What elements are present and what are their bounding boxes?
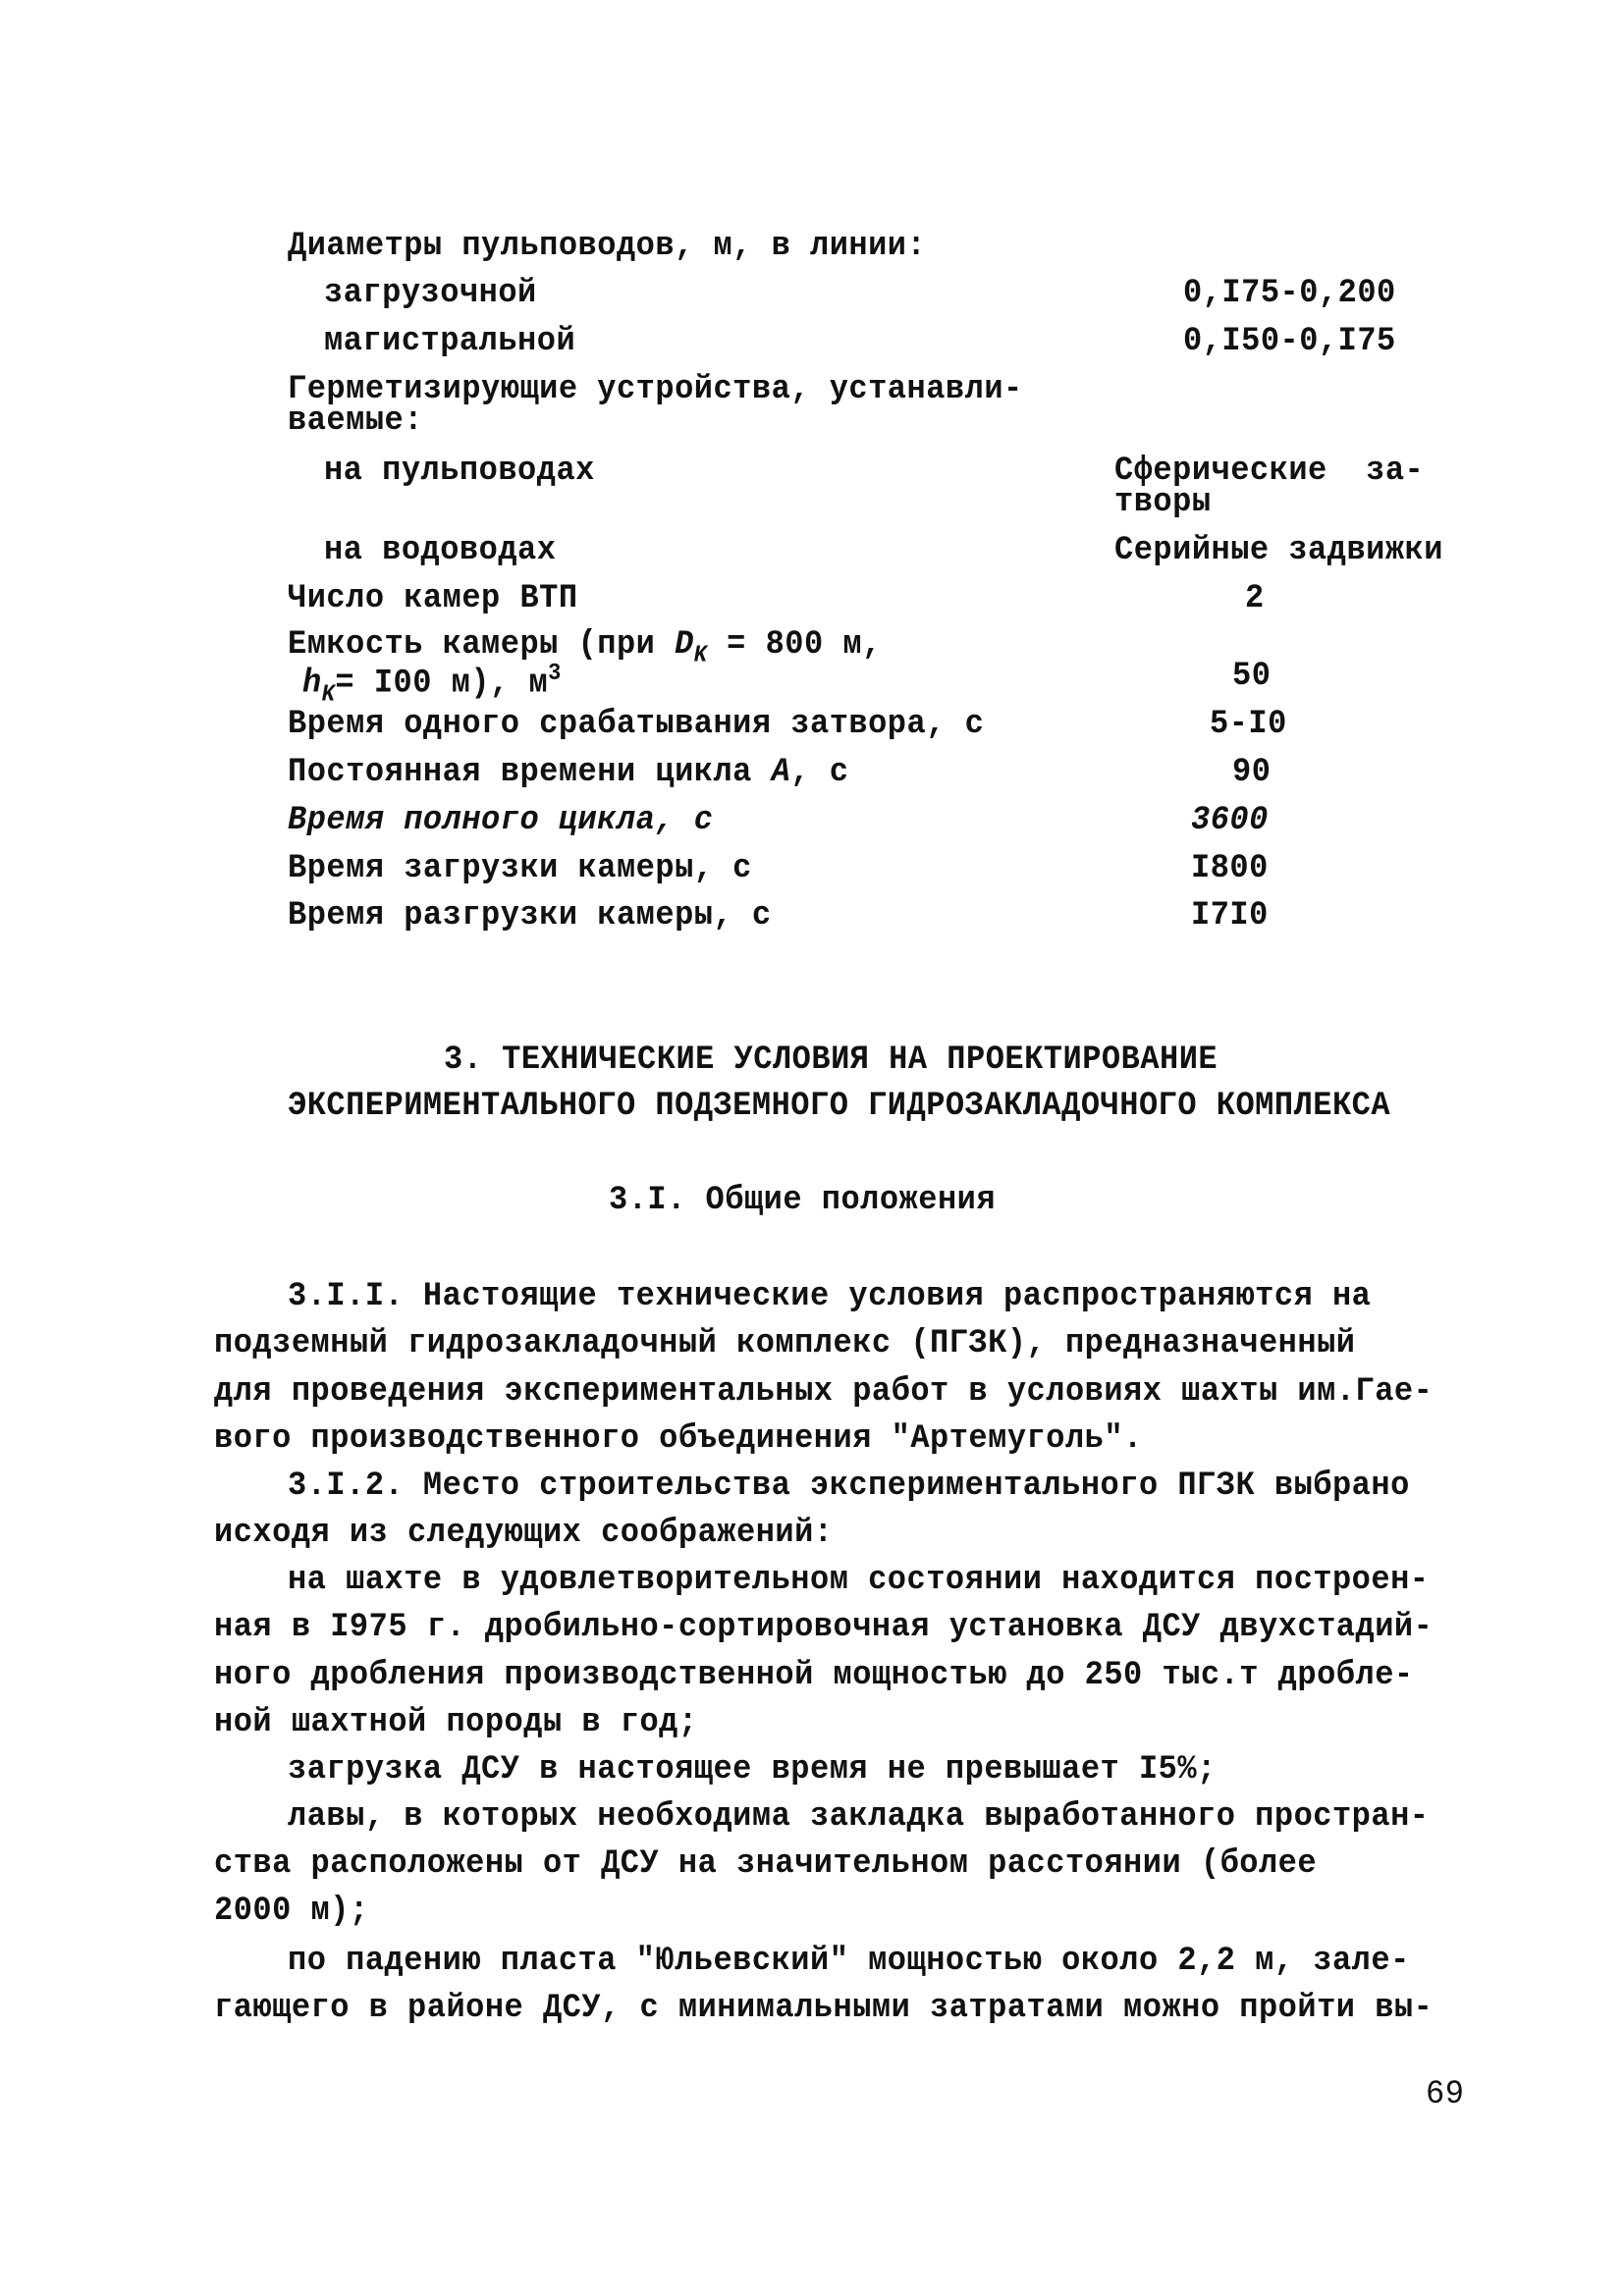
full-cycle-value: 3600 [1191,799,1269,839]
body-line: вого производственного объединения "Артемуголь". [214,1417,1143,1458]
section-title-1: 3. ТЕХНИЧЕСКИЕ УСЛОВИЯ НА ПРОЕКТИРОВАНИЕ [444,1039,1218,1079]
main-value: 0,I50-0,I75 [1183,320,1396,360]
capacity-text-2: = I00 м), м [335,663,549,703]
pulp-value-2: творы [1114,481,1212,521]
water-label: на водоводах [324,529,557,569]
gate-label: Время одного срабатывания затвора, с [288,703,985,743]
section-subtitle: 3.I. Общие положения [609,1179,997,1219]
body-line: для проведения экспериментальных работ в условиях шахты им.Гае- [214,1370,1434,1411]
body-line: загрузка ДСУ в настоящее время не превышает I5%; [288,1748,1217,1789]
constant-a: A [771,751,791,791]
body-line: по падению пласта "Юльевский" мощностью около 2,2 м, зале- [288,1940,1410,1980]
water-value: Серийные задвижки [1114,529,1443,569]
capacity-sup: 3 [548,660,562,687]
section-title-2: ЭКСПЕРИМЕНТАЛЬНОГО ПОДЗЕМНОГО ГИДРОЗАКЛАДОЧНОГО КОМПЛЕКСА [288,1085,1391,1125]
pulp-value-1: Сферические за- [1114,450,1425,490]
loading-value: 0,I75-0,200 [1183,272,1396,312]
main-label: магистральной [324,320,576,360]
capacity-k: K [693,642,708,669]
body-line: лавы, в которых необходима закладка выработанного простран- [288,1795,1430,1836]
constant-text-b: , с [790,751,849,791]
body-line: ства расположены от ДСУ на значительном расстоянии (более [214,1842,1318,1883]
body-line: 3.I.2. Место строительства экспериментального ПГЗК выбрано [288,1465,1410,1505]
sealing-heading-2: ваемые: [288,400,423,440]
pulp-label: на пульповодах [324,450,595,490]
body-line: исходя из следующих соображений: [214,1512,834,1552]
capacity-text-b: = 800 м, [707,623,882,664]
diameters-heading: Диаметры пульповодов, м, в линии: [288,225,927,265]
gate-value: 5-I0 [1210,703,1287,743]
body-line: ная в I975 г. дробильно-сортировочная установка ДСУ двухстадий- [214,1606,1434,1646]
body-line: 2000 м); [214,1890,369,1930]
constant-text: Постоянная времени цикла [288,751,772,791]
capacity-value: 50 [1232,655,1272,695]
unload-time-label: Время разгрузки камеры, с [288,894,772,934]
chambers-label: Число камер ВТП [288,577,578,617]
capacity-h: h [302,663,322,703]
capacity-text: Емкость камеры (при [288,623,676,664]
unload-time-value: I7I0 [1191,894,1269,934]
body-line: ного дробления производственной мощностью до 250 тыс.т дробле- [214,1654,1414,1694]
capacity-k2: K [321,680,336,708]
load-time-label: Время загрузки камеры, с [288,847,752,887]
body-line: ной шахтной породы в год; [214,1701,698,1741]
constant-label [288,751,849,791]
page-number: 69 [1426,2073,1465,2113]
full-cycle-label: Время полного цикла, с [288,799,714,839]
body-line: 3.I.I. Настоящие технические условия распространяются на [288,1275,1372,1315]
loading-label: загрузочной [324,272,537,312]
body-line: подземный гидрозакладочный комплекс (ПГЗК), предназначенный [214,1322,1356,1362]
body-line: на шахте в удовлетворительном состоянии находится построен- [288,1559,1430,1599]
load-time-value: I800 [1191,847,1269,887]
capacity-d: D [675,623,694,664]
constant-value: 90 [1232,751,1272,791]
sealing-heading-1: Герметизирующие устройства, устанавли- [288,368,1023,408]
body-line: гающего в районе ДСУ, с минимальными затратами можно пройти вы- [214,1987,1434,2027]
chambers-value: 2 [1245,577,1265,617]
